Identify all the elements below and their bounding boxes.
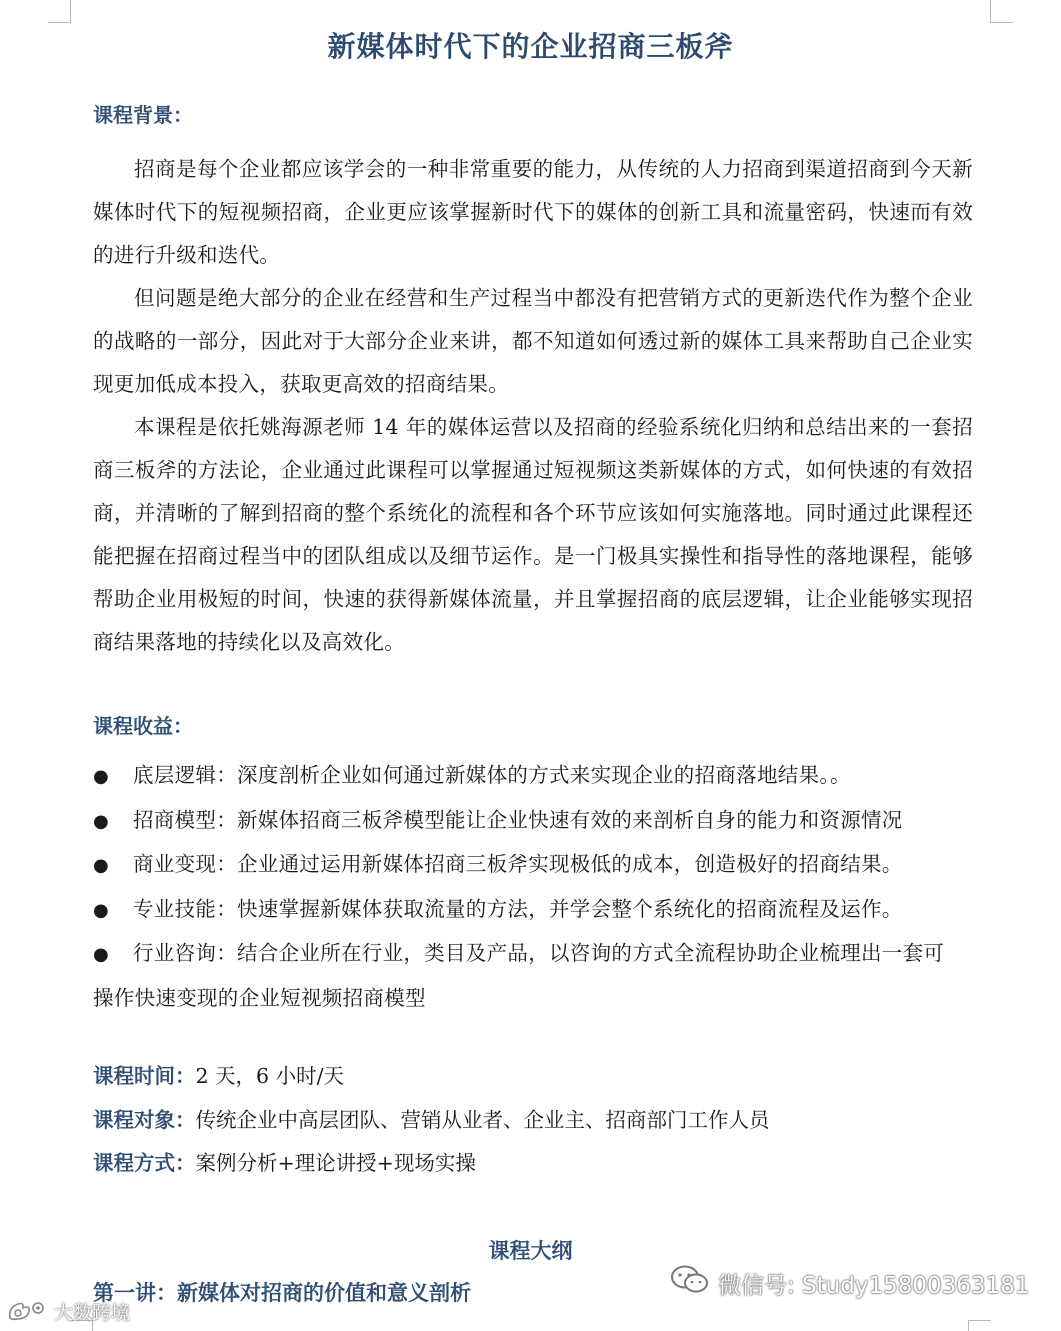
list-item: ● 底层逻辑：深度剖析企业如何通过新媒体的方式来实现企业的招商落地结果。。 [93,754,973,799]
bullet-icon: ● [93,855,110,876]
document-title: 新媒体时代下的企业招商三板斧 [327,29,734,63]
weibo-watermark [6,1296,130,1326]
bullet-icon: ● [93,810,110,832]
benefits-list [93,754,973,1020]
page-corner-mark [48,0,71,23]
course-info [93,1055,973,1186]
watermark-text: 大数跨境 [54,1301,131,1324]
list-item: ● 招商模型：新媒体招商三板斧模型能让企业快速有效的来剖析自身的能力和资源情况 [93,799,973,844]
bullet-icon: ● [93,899,110,921]
page-corner-mark [990,0,1013,23]
bullet-icon: ● [93,944,110,965]
wechat-id-text: 微信号: Study15800363181 [718,1272,1030,1299]
course-audience-value: 传统企业中高层团队、营销从业者、企业主、招商部门工作人员 [195,1107,770,1132]
lecture-heading: 第一讲：新媒体对招商的价值和意义剖析 [93,1280,471,1305]
background-paragraph: 本课程是依托姚海源老师 14 年的媒体运营以及招商的经验系统化归纳和总结出来的一套招商三板斧的方法论，企业通过此课程可以掌握通过短视频这类新媒体的方式，如何快速的有效招商，并清晰的了解到招商的整个系统化的流程和各个环节应该如何实施落地。同时通过此课程还能把握在招商过程当中的团队组成以及细节运作。是一门极具实操性和指导性的落地课程，能够帮助企业用极短的时间，快速的获得新媒体流量，并且掌握招商的底层逻辑，让企业能够实现招商结果落地的持续化以及高效化。 [93,415,973,654]
wechat-watermark [670,1263,1029,1303]
course-audience-row [93,1099,973,1143]
background-heading: 课程背景： [93,103,193,127]
course-method-row [93,1142,973,1186]
course-time-value: 2 天，6 小时/天 [195,1064,345,1088]
background-section [93,100,973,664]
weibo-icon [6,1296,50,1327]
list-item-continuation: 操作快速变现的企业短视频招商模型 [93,985,426,1010]
background-paragraph: 但问题是绝大部分的企业在经营和生产过程当中都没有把营销方式的更新迭代作为整个企业的战略的一部分，因此对于大部分企业来讲，都不知道如何透过新的媒体工具来帮助自己企业实现更加低成本投入，获取更高效的招商结果。 [93,286,973,396]
benefits-section [93,711,973,1020]
bullet-icon: ● [93,766,110,787]
list-item: ● 专业技能：快速掌握新媒体获取流量的方法，并学会整个系统化的招商流程及运作。 [93,888,973,933]
benefits-heading: 课程收益： [93,714,193,738]
course-time-label: 课程时间： [93,1064,196,1088]
background-paragraph: 招商是每个企业都应该学会的一种非常重要的能力，从传统的人力招商到渠道招商到今天新媒体时代下的短视频招商，企业更应该掌握新时代下的媒体的创新工具和流量密码，快速而有效的进行升级和迭代。 [93,157,973,267]
course-method-label: 课程方式： [93,1151,196,1175]
list-item: ● 商业变现：企业通过运用新媒体招商三板斧实现极低的成本，创造极好的招商结果。 [93,843,973,888]
page-corner-mark [968,1320,991,1331]
wechat-icon [670,1264,710,1302]
course-time-row [93,1055,973,1099]
outline-title: 课程大纲 [488,1238,573,1263]
list-item: ● 行业咨询：结合企业所在行业，类目及产品，以咨询的方式全流程协助企业梳理出一套可 [93,932,973,977]
course-method-value: 案例分析+理论讲授+现场实操 [195,1151,476,1175]
course-audience-label: 课程对象： [93,1107,196,1132]
